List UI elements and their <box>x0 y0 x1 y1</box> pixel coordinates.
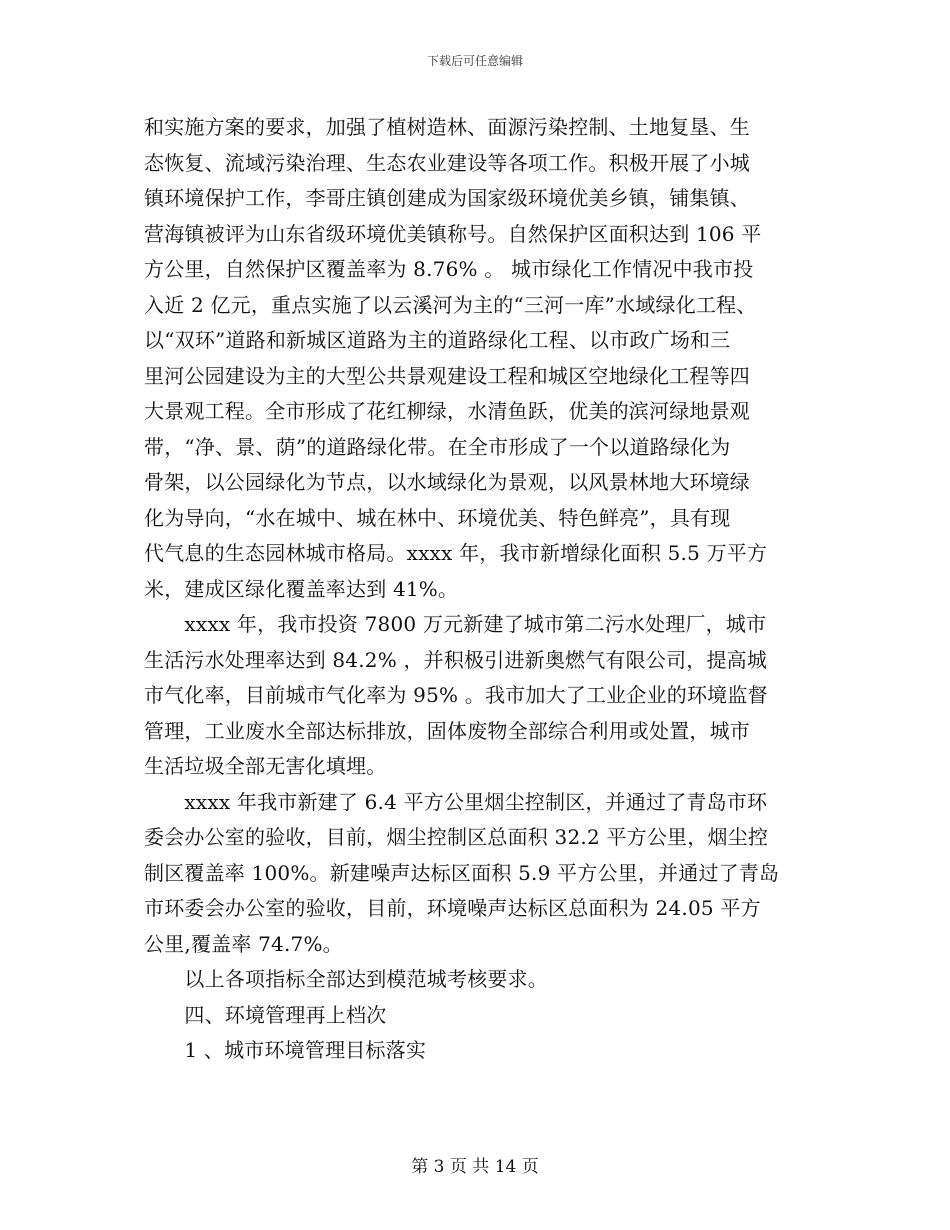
body-line: 代气息的生态园林城市格局。xxxx 年，我市新增绿化面积 5.5 万平方 <box>144 541 768 565</box>
body-line: 入近 2 亿元，重点实施了以云溪河为主的“三河一库”水域绿化工程、 <box>144 292 757 317</box>
body-line: 市环委会办公室的验收，目前，环境噪声达标区总面积为 24.05 平方 <box>144 896 761 920</box>
body-line: 委会办公室的验收，目前，烟尘控制区总面积 32.2 平方公里，烟尘控 <box>144 825 769 849</box>
body-line: 骨架，以公园绿化为节点，以水域绿化为景观，以风景林地大环境绿 <box>144 470 750 494</box>
body-line: 大景观工程。全市形成了花红柳绿，水清鱼跃，优美的滨河绿地景观 <box>144 399 750 423</box>
body-line: 带，“净、景、荫”的道路绿化带。在全市形成了一个以道路绿化为 <box>144 434 731 459</box>
body-line: 化为导向，“水在城中、城在林中、环境优美、特色鲜亮”，具有现 <box>144 505 731 530</box>
body-line: 公里,覆盖率 74.7%。 <box>144 931 343 956</box>
page-footer: 第 3 页 共 14 页 <box>411 1157 539 1177</box>
document-body <box>144 110 816 1069</box>
body-line: 制区覆盖率 100%。新建噪声达标区面积 5.9 平方公里，并通过了青岛 <box>144 860 780 885</box>
body-line: 生活垃圾全部无害化填埋。 <box>144 754 387 778</box>
body-line: 和实施方案的要求，加强了植树造林、面源污染控制、土地复垦、生 <box>144 115 750 139</box>
body-line: 生活污水处理率达到 84.2% ，并积极引进新奥燃气有限公司，提高城 <box>144 647 768 672</box>
body-line: xxxx 年，我市投资 7800 万元新建了城市第二污水处理厂，城市 <box>144 612 767 636</box>
body-line: 营海镇被评为山东省级环境优美镇称号。自然保护区面积达到 106 平 <box>144 221 762 246</box>
body-line: 态恢复、流域污染治理、生态农业建设等各项工作。积极开展了小城 <box>144 150 750 175</box>
section-heading: 四、环境管理再上档次 <box>144 1002 387 1027</box>
body-line: 管理，工业废水全部达标排放，固体废物全部综合利用或处置，城市 <box>144 718 750 743</box>
body-line: 市气化率，目前城市气化率为 95% 。我市加大了工业企业的环境监督 <box>144 683 768 707</box>
body-line: 镇环境保护工作，李哥庄镇创建成为国家级环境优美乡镇，铺集镇、 <box>144 186 750 210</box>
subsection-heading: 1 、城市环境管理目标落实 <box>144 1038 427 1062</box>
page-header: 下载后可任意编辑 <box>426 54 523 68</box>
body-line: 以上各项指标全部达到模范城考核要求。 <box>144 967 548 991</box>
body-line: 方公里，自然保护区覆盖率为 8.76% 。 城市绿化工作情况中我市投 <box>144 257 754 281</box>
body-line: 里河公园建设为主的大型公共景观建设工程和城区空地绿化工程等四 <box>144 363 750 388</box>
body-line: 以“双环”道路和新城区道路为主的道路绿化工程、以市政广场和三 <box>144 328 731 352</box>
body-line: 米，建成区绿化覆盖率达到 41%。 <box>144 576 459 601</box>
body-line: xxxx 年我市新建了 6.4 平方公里烟尘控制区，并通过了青岛市环 <box>144 789 768 814</box>
